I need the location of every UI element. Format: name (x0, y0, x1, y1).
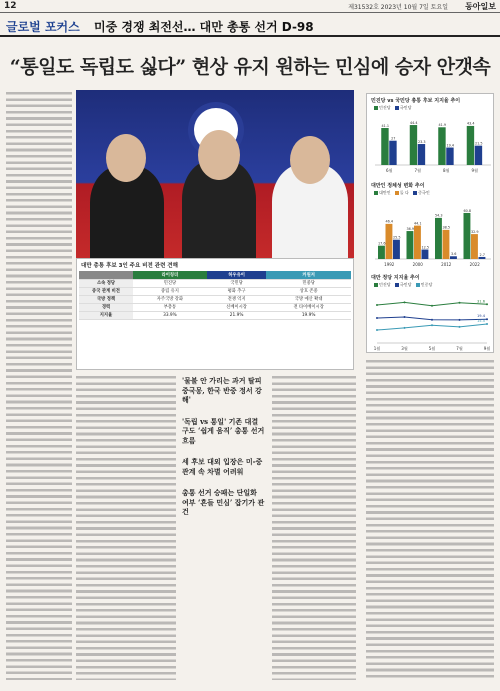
table-title: 대만 총통 후보 3인 주요 비전 관련 견해 (81, 263, 178, 269)
legend-swatch (413, 191, 417, 195)
data-label: 2.7 (479, 252, 485, 257)
table-header: 커원저 (266, 271, 351, 279)
candidates-photo (76, 90, 354, 258)
x-tick-label: 3월 (401, 346, 408, 351)
table-cell: 소속 정당 (79, 279, 133, 287)
table-cell: 부총통 (133, 303, 207, 311)
table-cell: 전쟁 억지 (207, 295, 266, 303)
bar (446, 148, 453, 165)
data-label: 21.5 (474, 141, 483, 146)
legend-swatch (374, 106, 378, 110)
legend-label: 민중당 (420, 282, 433, 287)
table-cell: 평화 추구 (207, 287, 266, 295)
data-label: 17.6 (377, 241, 386, 246)
candidate-table (79, 271, 351, 320)
candidate-info-table (76, 258, 354, 370)
data-label: 43.4 (466, 121, 475, 126)
page-number: 12 (4, 1, 17, 11)
body-column-4 (366, 360, 494, 680)
data-point (376, 304, 378, 306)
bar (422, 250, 429, 259)
bar (464, 213, 471, 259)
legend-swatch (374, 283, 378, 287)
table-cell: 33.9% (133, 311, 207, 319)
bar (378, 246, 385, 259)
table-cell: 중립 유지 (133, 287, 207, 295)
table-row (79, 287, 351, 295)
data-label: 32.9 (470, 229, 479, 234)
data-point (459, 326, 461, 328)
data-label: 23.3 (417, 139, 426, 144)
data-label: 54.3 (434, 213, 443, 218)
x-tick-label: 1월 (373, 346, 381, 351)
table-cell: 국민당 (207, 279, 266, 287)
bar (438, 127, 445, 165)
table-header (79, 271, 133, 279)
table-cell: 경력 (79, 303, 133, 311)
data-label: 25.5 (392, 235, 401, 240)
table-cell: 19.9% (266, 311, 351, 319)
legend-label: 둘 다 (399, 190, 409, 195)
pull-quote: 총통 선거 승패는 단일화 여부 ‘흔들 민심’ 잡기가 관건 (182, 488, 265, 516)
issue-meta: 제31532호 2023년 10월 7일 토요일 (348, 4, 448, 11)
data-label: 3.6 (451, 252, 457, 257)
legend-label: 국민당 (399, 282, 412, 287)
x-tick-label: 5월 (428, 346, 436, 351)
x-tick-label: 9월 (483, 346, 491, 351)
data-point (431, 319, 433, 321)
table-cell: 민중당 (266, 279, 351, 287)
data-label: 12.5 (421, 245, 430, 250)
party-line-chart (369, 290, 493, 352)
chart-title-identity: 대만인 정체성 변화 추이 (371, 183, 425, 189)
data-label: 46.4 (385, 219, 394, 224)
section-kicker (0, 15, 500, 37)
legend-swatch (395, 283, 399, 287)
legend-swatch (416, 283, 420, 287)
data-point (431, 324, 433, 326)
candidate-head-hou (198, 130, 240, 180)
legend-label: 민진당 (379, 282, 391, 287)
bar (410, 125, 417, 165)
x-tick-label: 2022 (469, 262, 480, 267)
data-point (486, 303, 488, 305)
data-point (486, 318, 488, 320)
legend-identity (371, 190, 430, 196)
section-subtitle: 미중 경쟁 최전선… 대만 총통 선거 D-98 (94, 20, 314, 34)
table-cell: 상호 존중 (266, 287, 351, 295)
data-point (376, 329, 378, 331)
legend-swatch (395, 106, 399, 110)
data-point (404, 301, 406, 303)
chart-title-support: 민진당 vs 국민당 총통 후보 지지율 추이 (371, 98, 461, 104)
data-label: 27 (391, 136, 396, 141)
x-tick-label: 2000 (412, 262, 423, 267)
data-label: 44.1 (413, 221, 422, 226)
legend-label: 대만인 (379, 190, 391, 195)
pull-quote: 세 후보 대외 입장은 미-중 관계 속 차별 어려워 (182, 457, 263, 476)
bar (450, 256, 457, 259)
candidate-head-ko (290, 136, 330, 184)
bar (475, 146, 482, 165)
identity-bar-chart (369, 198, 493, 268)
chart-title-party: 대만 정당 지지율 추이 (371, 275, 420, 281)
bar (435, 218, 442, 259)
table-header: 라이칭더 (133, 271, 207, 279)
page-header (0, 0, 500, 13)
data-point (486, 323, 488, 325)
table-cell: 자주국방 강화 (133, 295, 207, 303)
candidate-head-lai (106, 134, 146, 182)
data-point (404, 327, 406, 329)
pull-quote: '물불 안 가리는 과거 탈피 중국몽, 한국 반중 정서 강해' (182, 376, 262, 404)
legend-label: 중국인 (418, 190, 430, 195)
table-row (79, 303, 351, 311)
bar (467, 126, 474, 165)
body-column-3 (272, 376, 356, 680)
table-header: 허우유이 (207, 271, 266, 279)
x-tick-label: 9월 (471, 168, 478, 173)
legend-swatch (395, 191, 399, 195)
pull-quote: '독립 vs 통일' 기존 대결 구도 ‘쉽게 움직’ 총통 선거 흐름 (182, 416, 265, 445)
bar (381, 128, 388, 165)
legend-party (371, 282, 432, 288)
support-bar-chart (369, 112, 493, 174)
legend-label: 국민당 (399, 105, 412, 110)
pull-quotes (182, 376, 266, 529)
table-row (79, 311, 351, 319)
data-label: 41.1 (381, 123, 390, 128)
bar (479, 257, 486, 259)
table-cell: 국방 정책 (79, 295, 133, 303)
data-label: 19.4 (446, 143, 455, 148)
article-headline: “통일도 독립도 싫다” 현상 유지 원하는 민심에 승자 안갯속 (9, 56, 491, 78)
section-label: 글로벌 포커스 (6, 20, 80, 34)
data-label: 38.5 (442, 225, 451, 230)
x-tick-label: 7월 (456, 346, 463, 351)
table-cell: 신베이시장 (207, 303, 266, 311)
x-tick-label: 2012 (441, 262, 452, 267)
table-cell: 21.9% (207, 311, 266, 319)
charts-panel (366, 93, 494, 353)
table-cell: 전 타이베이시장 (266, 303, 351, 311)
x-tick-label: 1992 (384, 262, 395, 267)
table-row (79, 279, 351, 287)
data-label: 36.9 (406, 226, 415, 231)
data-label: 31.6 (476, 299, 485, 304)
body-column-2 (76, 376, 176, 680)
bar (386, 224, 393, 259)
bar (418, 144, 425, 165)
x-tick-label: 7월 (414, 168, 421, 173)
bar (471, 234, 478, 259)
data-point (459, 302, 461, 304)
data-point (431, 305, 433, 307)
bar (389, 141, 396, 165)
x-tick-label: 6월 (386, 168, 393, 173)
data-label: 19.4 (476, 314, 485, 319)
table-cell: 지지율 (79, 311, 133, 319)
bar (393, 240, 400, 259)
legend-swatch (374, 191, 378, 195)
table-header-row (79, 271, 351, 279)
data-label: 41.9 (438, 123, 447, 128)
table-cell: 국방 예산 확대 (266, 295, 351, 303)
bar (407, 231, 414, 259)
table-row (79, 295, 351, 303)
data-point (404, 316, 406, 318)
bar (414, 226, 421, 259)
table-cell: 중국 관계 비전 (79, 287, 133, 295)
data-point (376, 317, 378, 319)
table-cell: 민진당 (133, 279, 207, 287)
body-column-1 (6, 92, 72, 680)
data-label: 44.4 (409, 120, 418, 125)
data-label: 60.8 (463, 208, 472, 213)
data-point (459, 319, 461, 321)
x-tick-label: 8월 (443, 168, 450, 173)
data-label: 15.5 (476, 319, 485, 324)
newspaper-logo: 동아일보 (465, 2, 496, 11)
legend-label: 민진당 (379, 105, 391, 110)
legend-support (371, 105, 411, 111)
bar (443, 230, 450, 259)
